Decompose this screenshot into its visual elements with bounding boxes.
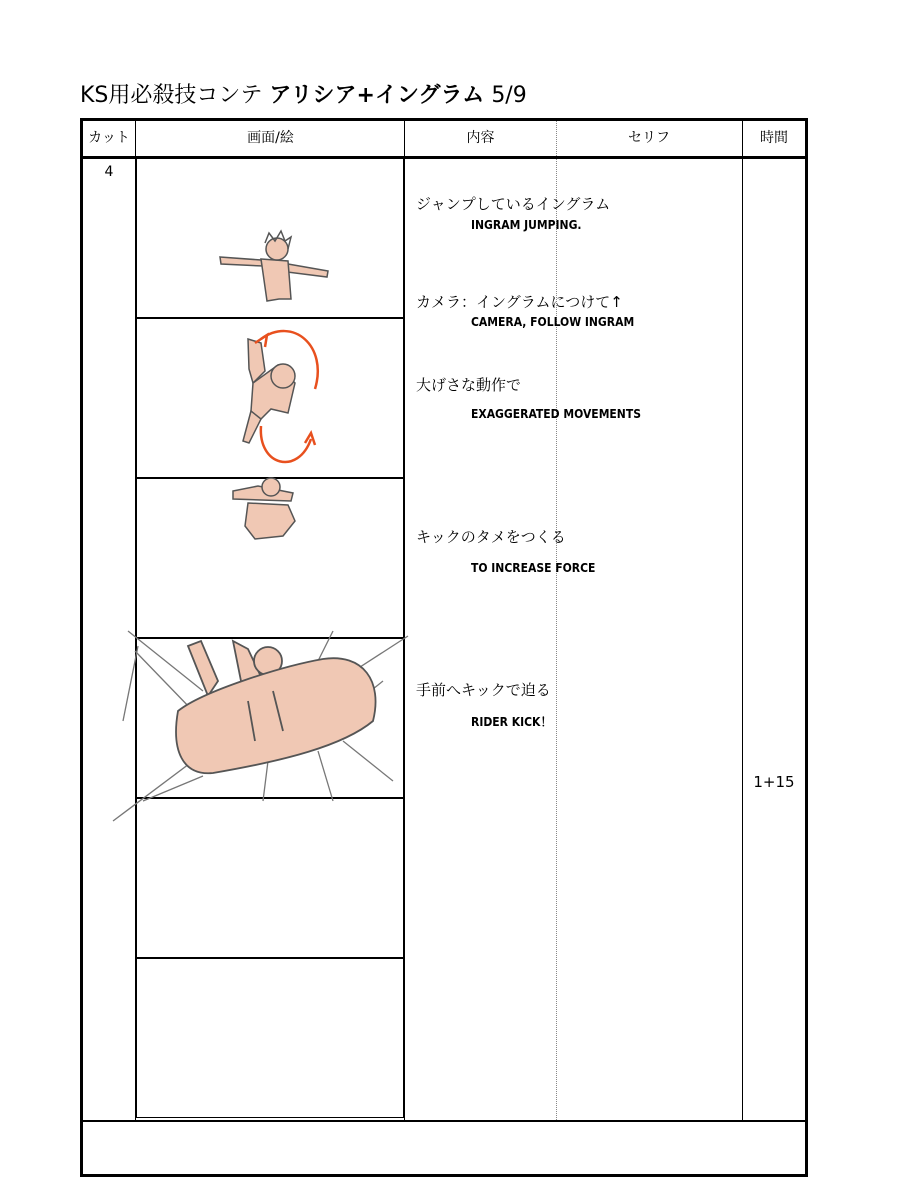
- note-en-4: TO INCREASE FORCE: [471, 561, 596, 575]
- note-jp-2: カメラ：イングラムにつけて↑: [416, 293, 623, 311]
- storyboard-sheet: [80, 118, 808, 1177]
- title-prefix: KS用必殺技コンテ: [80, 83, 263, 108]
- header-picture: 画面/絵: [247, 130, 294, 146]
- sketch-rider-kick: [176, 641, 375, 773]
- header-content: 内容: [466, 130, 495, 146]
- header-time: 時間: [760, 130, 788, 146]
- note-jp-1: ジャンプしているイングラム: [416, 195, 611, 213]
- title-page-number: 5/9: [491, 83, 527, 108]
- note-jp-5: 手前へキックで迫る: [416, 681, 551, 699]
- note-en-5: RIDER KICK！: [471, 715, 553, 729]
- title-character-name: アリシア+イングラム: [269, 83, 485, 108]
- cut-duration: 1+15: [753, 773, 795, 791]
- note-jp-3: 大げさな動作で: [416, 376, 522, 394]
- note-jp-4: キックのタメをつくる: [416, 528, 566, 546]
- note-en-1: INGRAM JUMPING.: [471, 218, 582, 232]
- page-title: [80, 78, 527, 109]
- sketch-ingram-jumping: [220, 231, 328, 301]
- sketch-ingram-crouched: [233, 478, 295, 539]
- header-dialogue: セリフ: [628, 130, 670, 146]
- storyboard-sketches: [83, 121, 805, 1174]
- note-en-3: EXAGGERATED MOVEMENTS: [471, 407, 641, 421]
- cut-number: 4: [104, 164, 114, 180]
- sketch-ingram-spinning: [243, 339, 295, 443]
- header-cut: カット: [88, 130, 130, 146]
- note-en-2: CAMERA, FOLLOW INGRAM: [471, 315, 635, 329]
